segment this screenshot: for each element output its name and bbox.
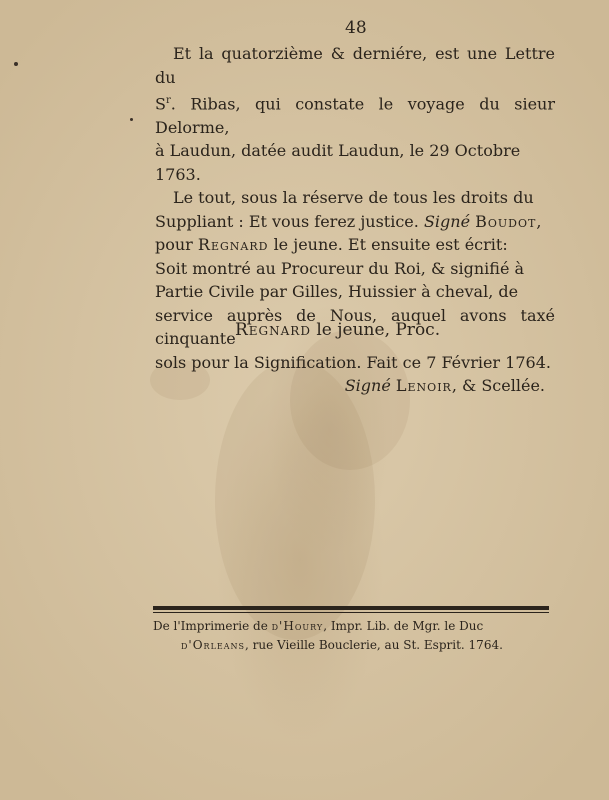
imprint-rule-thin: [153, 612, 549, 613]
procureur-signature: [235, 320, 440, 340]
text-fragment: De l'Imprimerie de: [153, 619, 268, 633]
signatory-name: Regnard: [235, 320, 311, 340]
paragraph-reserve: [155, 186, 555, 374]
printer-imprint: [153, 617, 553, 655]
text-fragment: S: [155, 94, 166, 114]
text-fragment: Suppliant : Et vous ferez justice.: [155, 211, 419, 231]
patron-name: d'Orleans: [181, 638, 245, 652]
signatory-name: Lenoir: [395, 376, 452, 396]
text-line: sols pour la Signification. Fait ce 7 Février 1764.: [155, 352, 551, 372]
text-line: Partie Civile par Gilles, Huissier à cheval, de: [155, 282, 519, 302]
ink-speck: [14, 62, 18, 66]
text-fragment: , Impr. Lib. de Mgr. le Duc: [323, 619, 484, 633]
imprint-line: [153, 636, 553, 655]
paragraph-letter: [155, 42, 555, 186]
superscript: r: [165, 95, 171, 106]
signe-word: Signé: [423, 211, 471, 231]
text-line: Soit montré au Procureur du Roi, & signifié à: [155, 258, 525, 278]
signatory-name: Boudot: [475, 211, 537, 231]
signed-line: [155, 374, 555, 398]
signe-word: Signé: [344, 376, 391, 396]
signatory-name: Regnard: [197, 235, 269, 255]
text-line: Et la quatorzième & derniére, est une Lettre du: [155, 44, 555, 87]
imprint-rule-thick: [153, 606, 549, 610]
printer-name: d'Houry: [271, 619, 324, 633]
text-fragment: , & Scellée.: [451, 376, 545, 396]
ink-speck: [130, 118, 133, 121]
text-line: à Laudun, datée audit Laudun, le 29 Octobre: [155, 141, 521, 161]
imprint-line: [153, 617, 553, 636]
text-line: Le tout, sous la réserve de tous les droits du: [173, 188, 534, 208]
text-fragment: , rue Vieille Bouclerie, au St. Esprit. 1764.: [244, 638, 503, 652]
text-line: service auprès de Nous, auquel avons taxé cinquante: [155, 305, 555, 349]
text-line: 1763.: [155, 164, 201, 184]
text-fragment: pour: [155, 235, 193, 255]
text-fragment: . Ribas, qui constate le voyage du sieur Delorme,: [155, 94, 555, 137]
text-fragment: le jeune. Et ensuite est écrit:: [273, 235, 508, 255]
page-number: 48: [345, 18, 367, 38]
main-text: [155, 42, 555, 398]
text-fragment: ,: [536, 211, 542, 231]
text-fragment: le jeune, Proc.: [316, 320, 441, 340]
